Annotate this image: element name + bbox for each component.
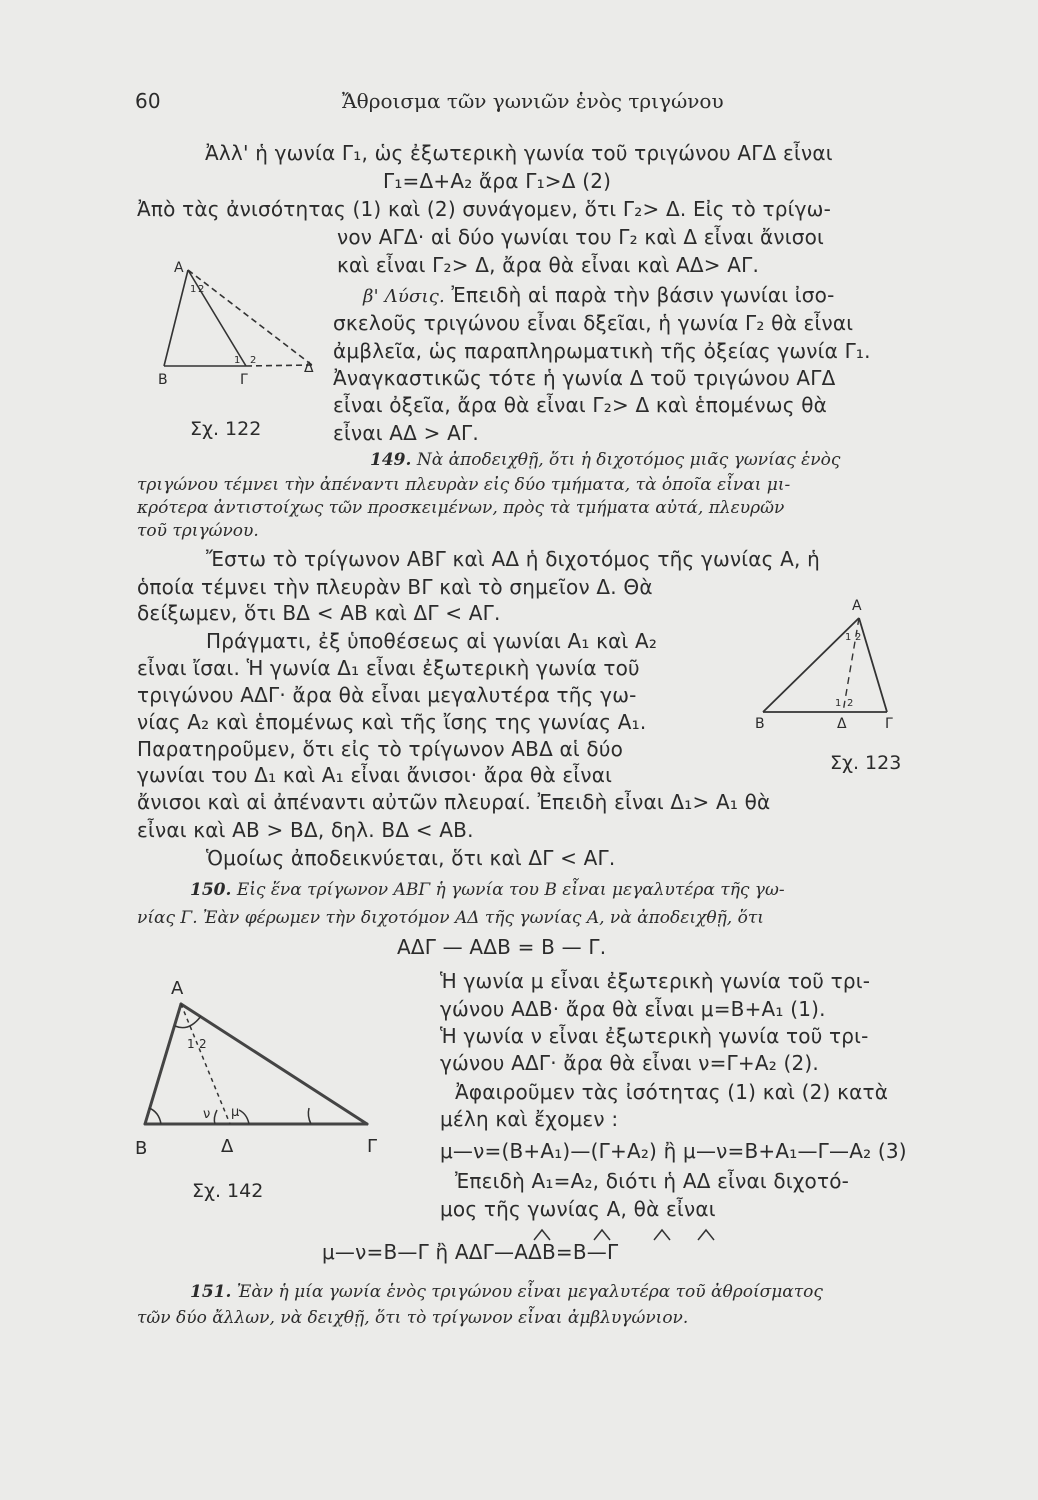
problem-statement: τριγώνου τέμνει τὴν ἀπέναντι πλευρὰν εἰς δύο τμήματα, τὰ ὁποῖα εἶναι μι-	[137, 475, 791, 495]
text-line: γώνου ΑΔΓ· ἄρα θὰ εἶναι ν=Γ+Α₂ (2).	[440, 1051, 819, 1075]
text-line: Ὁμοίως ἀποδεικνύεται, ὅτι καὶ ΔΓ < ΑΓ.	[206, 846, 616, 870]
label-A: Α	[171, 978, 184, 999]
figure-caption: Σχ. 142	[192, 1180, 264, 1202]
equation-line: Γ₁=Δ+Α₂ ἄρα Γ₁>Δ (2)	[383, 169, 612, 193]
page-number: 60	[135, 89, 161, 113]
text-line: μέλη καὶ ἔχομεν :	[440, 1107, 619, 1131]
label-angle-2: 2	[855, 632, 862, 643]
label-angle-1: 1	[845, 632, 852, 643]
text-line: γωνίαι του Δ₁ καὶ Α₁ εἶναι ἄνισοι· ἄρα θὰ εἶναι	[137, 763, 613, 787]
text-line: δείξωμεν, ὅτι ΒΔ < ΑΒ καὶ ΔΓ < ΑΓ.	[137, 601, 501, 625]
problem-statement: Ἐὰν ἡ μία γωνία ἑνὸς τριγώνου εἶναι μεγαλυτέρα τοῦ ἀθροίσματος	[236, 1282, 823, 1302]
text-line: Ἀφαιροῦμεν τὰς ἰσότητας (1) καὶ (2) κατὰ	[455, 1080, 889, 1104]
problem-statement: νίας Γ. Ἐὰν φέρωμεν τὴν διχοτόμον ΑΔ τῆς γωνίας Α, νὰ ἀποδειχθῇ, ὅτι	[137, 908, 764, 928]
equation-line: μ—ν=(Β+Α₁)—(Γ+Α₂) ἢ μ—ν=Β+Α₁—Γ—Α₂ (3)	[440, 1139, 907, 1163]
label-angle-g1: 1	[234, 355, 241, 366]
text-line: Ἡ γωνία ν εἶναι ἐξωτερικὴ γωνία τοῦ τρι-	[440, 1024, 869, 1048]
text-line: εἶναι ἴσαι. Ἡ γωνία Δ₁ εἶναι ἐξωτερικὴ γωνία τοῦ	[137, 656, 640, 680]
solution-label: β' Λύσις.	[363, 286, 445, 307]
figure-142	[135, 968, 385, 1168]
label-angle-g2: 2	[250, 355, 257, 366]
label-B: Β	[135, 1138, 148, 1159]
text-line: εἶναι καὶ ΑΒ > ΒΔ, δηλ. ΒΔ < ΑΒ.	[137, 818, 474, 842]
label-angle-1: 1	[187, 1037, 195, 1051]
text-line: νίας Α₂ καὶ ἑπομένως καὶ τῆς ἴσης της γωνίας Α₁.	[137, 710, 647, 734]
label-G: Γ	[885, 716, 893, 732]
label-D: Δ	[304, 360, 314, 376]
text-line: νον ΑΓΔ· αἱ δύο γωνίαι του Γ₂ καὶ Δ εἶναι ἄνισοι	[337, 225, 825, 249]
label-G: Γ	[240, 372, 248, 388]
label-B: Β	[755, 716, 765, 732]
label-angle-d1: 1	[835, 698, 842, 709]
text-line: Πράγματι, ἐξ ὑποθέσεως αἱ γωνίαι Α₁ καὶ Α₂	[206, 629, 658, 653]
label-angle-1: 1	[190, 284, 197, 295]
label-angle-2: 2	[199, 1037, 207, 1051]
text-line: ἀμβλεῖα, ὡς παραπληρωματικὴ τῆς ὀξείας γωνία Γ₁.	[333, 339, 871, 363]
text-line: Ἀπὸ τὰς ἀνισότητας (1) καὶ (2) συνάγομεν, ὅτι Γ₂> Δ. Εἰς τὸ τρίγω-	[137, 197, 831, 221]
text-line: Ἐπειδὴ Α₁=Α₂, διότι ἡ ΑΔ εἶναι διχοτό-	[455, 1169, 850, 1193]
text-line: Ἔστω τὸ τρίγωνον ΑΒΓ καὶ ΑΔ ἡ διχοτόμος τῆς γωνίας Α, ἡ	[206, 547, 821, 571]
label-angle-2: 2	[198, 284, 205, 295]
problem-statement: τῶν δύο ἄλλων, νὰ δειχθῇ, ὅτι τὸ τρίγωνον εἶναι ἀμβλυγώνιον.	[137, 1308, 689, 1328]
text-line: Παρατηροῦμεν, ὅτι εἰς τὸ τρίγωνον ΑΒΔ αἱ δύο	[137, 737, 624, 761]
text-line: γώνου ΑΔΒ· ἄρα θὰ εἶναι μ=Β+Α₁ (1).	[440, 997, 826, 1021]
figure-caption: Σχ. 122	[190, 418, 262, 440]
problem-statement: Νὰ ἀποδειχθῇ, ὅτι ἡ διχοτόμος μιᾶς γωνίας ἑνὸς	[416, 450, 841, 470]
text-line: ἄνισοι καὶ αἱ ἀπέναντι αὐτῶν πλευραί. Ἐπειδὴ εἶναι Δ₁> Α₁ θὰ	[137, 790, 771, 814]
label-mu: μ	[231, 1105, 240, 1120]
equation-line: μ—ν=Β—Γ ἢ ΑΔΓ—ΑΔΒ=Β—Γ	[322, 1240, 619, 1264]
equation-line: ΑΔΓ — ΑΔΒ = Β — Γ.	[397, 935, 607, 959]
text-line: εἶναι ὀξεῖα, ἄρα θὰ εἶναι Γ₂> Δ καὶ ἑπομένως θὰ	[333, 393, 828, 417]
problem-number: 149.	[370, 450, 412, 470]
label-A: Α	[174, 260, 184, 276]
text-line: Ἀναγκαστικῶς τότε ἡ γωνία Δ τοῦ τριγώνου ΑΓΔ	[333, 366, 836, 390]
text-line: μος τῆς γωνίας Α, θὰ εἶναι	[440, 1197, 716, 1221]
text-line: ὁποία τέμνει τὴν πλευρὰν ΒΓ καὶ τὸ σημεῖον Δ. Θὰ	[137, 575, 653, 599]
text-line: Ἀλλ' ἡ γωνία Γ₁, ὡς ἐξωτερικὴ γωνία τοῦ τριγώνου ΑΓΔ εἶναι	[205, 141, 833, 165]
label-angle-d2: 2	[847, 698, 854, 709]
text-line: καὶ εἶναι Γ₂> Δ, ἄρα θὰ εἶναι καὶ ΑΔ> ΑΓ.	[337, 253, 760, 277]
problem-number: 151.	[190, 1282, 232, 1302]
figure-caption: Σχ. 123	[830, 752, 902, 774]
text-line: εἶναι ΑΔ > ΑΓ.	[333, 421, 479, 445]
running-title: Ἄθροισμα τῶν γωνιῶν ἑνὸς τριγώνου	[342, 89, 724, 113]
problem-statement: Εἰς ἕνα τρίγωνον ΑΒΓ ἡ γωνία του Β εἶναι μεγαλυτέρα τῆς γω-	[236, 880, 785, 900]
figure-122	[160, 258, 320, 398]
text-line: τριγώνου ΑΔΓ· ἄρα θὰ εἶναι μεγαλυτέρα τῆς γω-	[137, 683, 637, 707]
label-A: Α	[852, 598, 862, 614]
text-line: Ἡ γωνία μ εἶναι ἐξωτερικὴ γωνία τοῦ τρι-	[440, 969, 871, 993]
label-nu: ν	[203, 1107, 211, 1122]
label-D: Δ	[837, 716, 847, 732]
text-line: σκελοῦς τριγώνου εἶναι δξεῖαι, ἡ γωνία Γ₂ θὰ εἶναι	[333, 311, 854, 335]
label-B: Β	[158, 372, 168, 388]
label-D: Δ	[221, 1136, 234, 1157]
problem-statement: τοῦ τριγώνου.	[137, 521, 259, 541]
text-line: Ἐπειδὴ αἱ παρὰ τὴν βάσιν γωνίαι ἰσο-	[451, 283, 835, 307]
problem-number: 150.	[190, 880, 232, 900]
angle-hat-marks	[522, 1224, 732, 1244]
label-G: Γ	[367, 1136, 378, 1157]
problem-statement: κρότερα ἀντιστοίχως τῶν προσκειμένων, πρὸς τὰ τμήματα αὐτά, πλευρῶν	[137, 498, 785, 518]
